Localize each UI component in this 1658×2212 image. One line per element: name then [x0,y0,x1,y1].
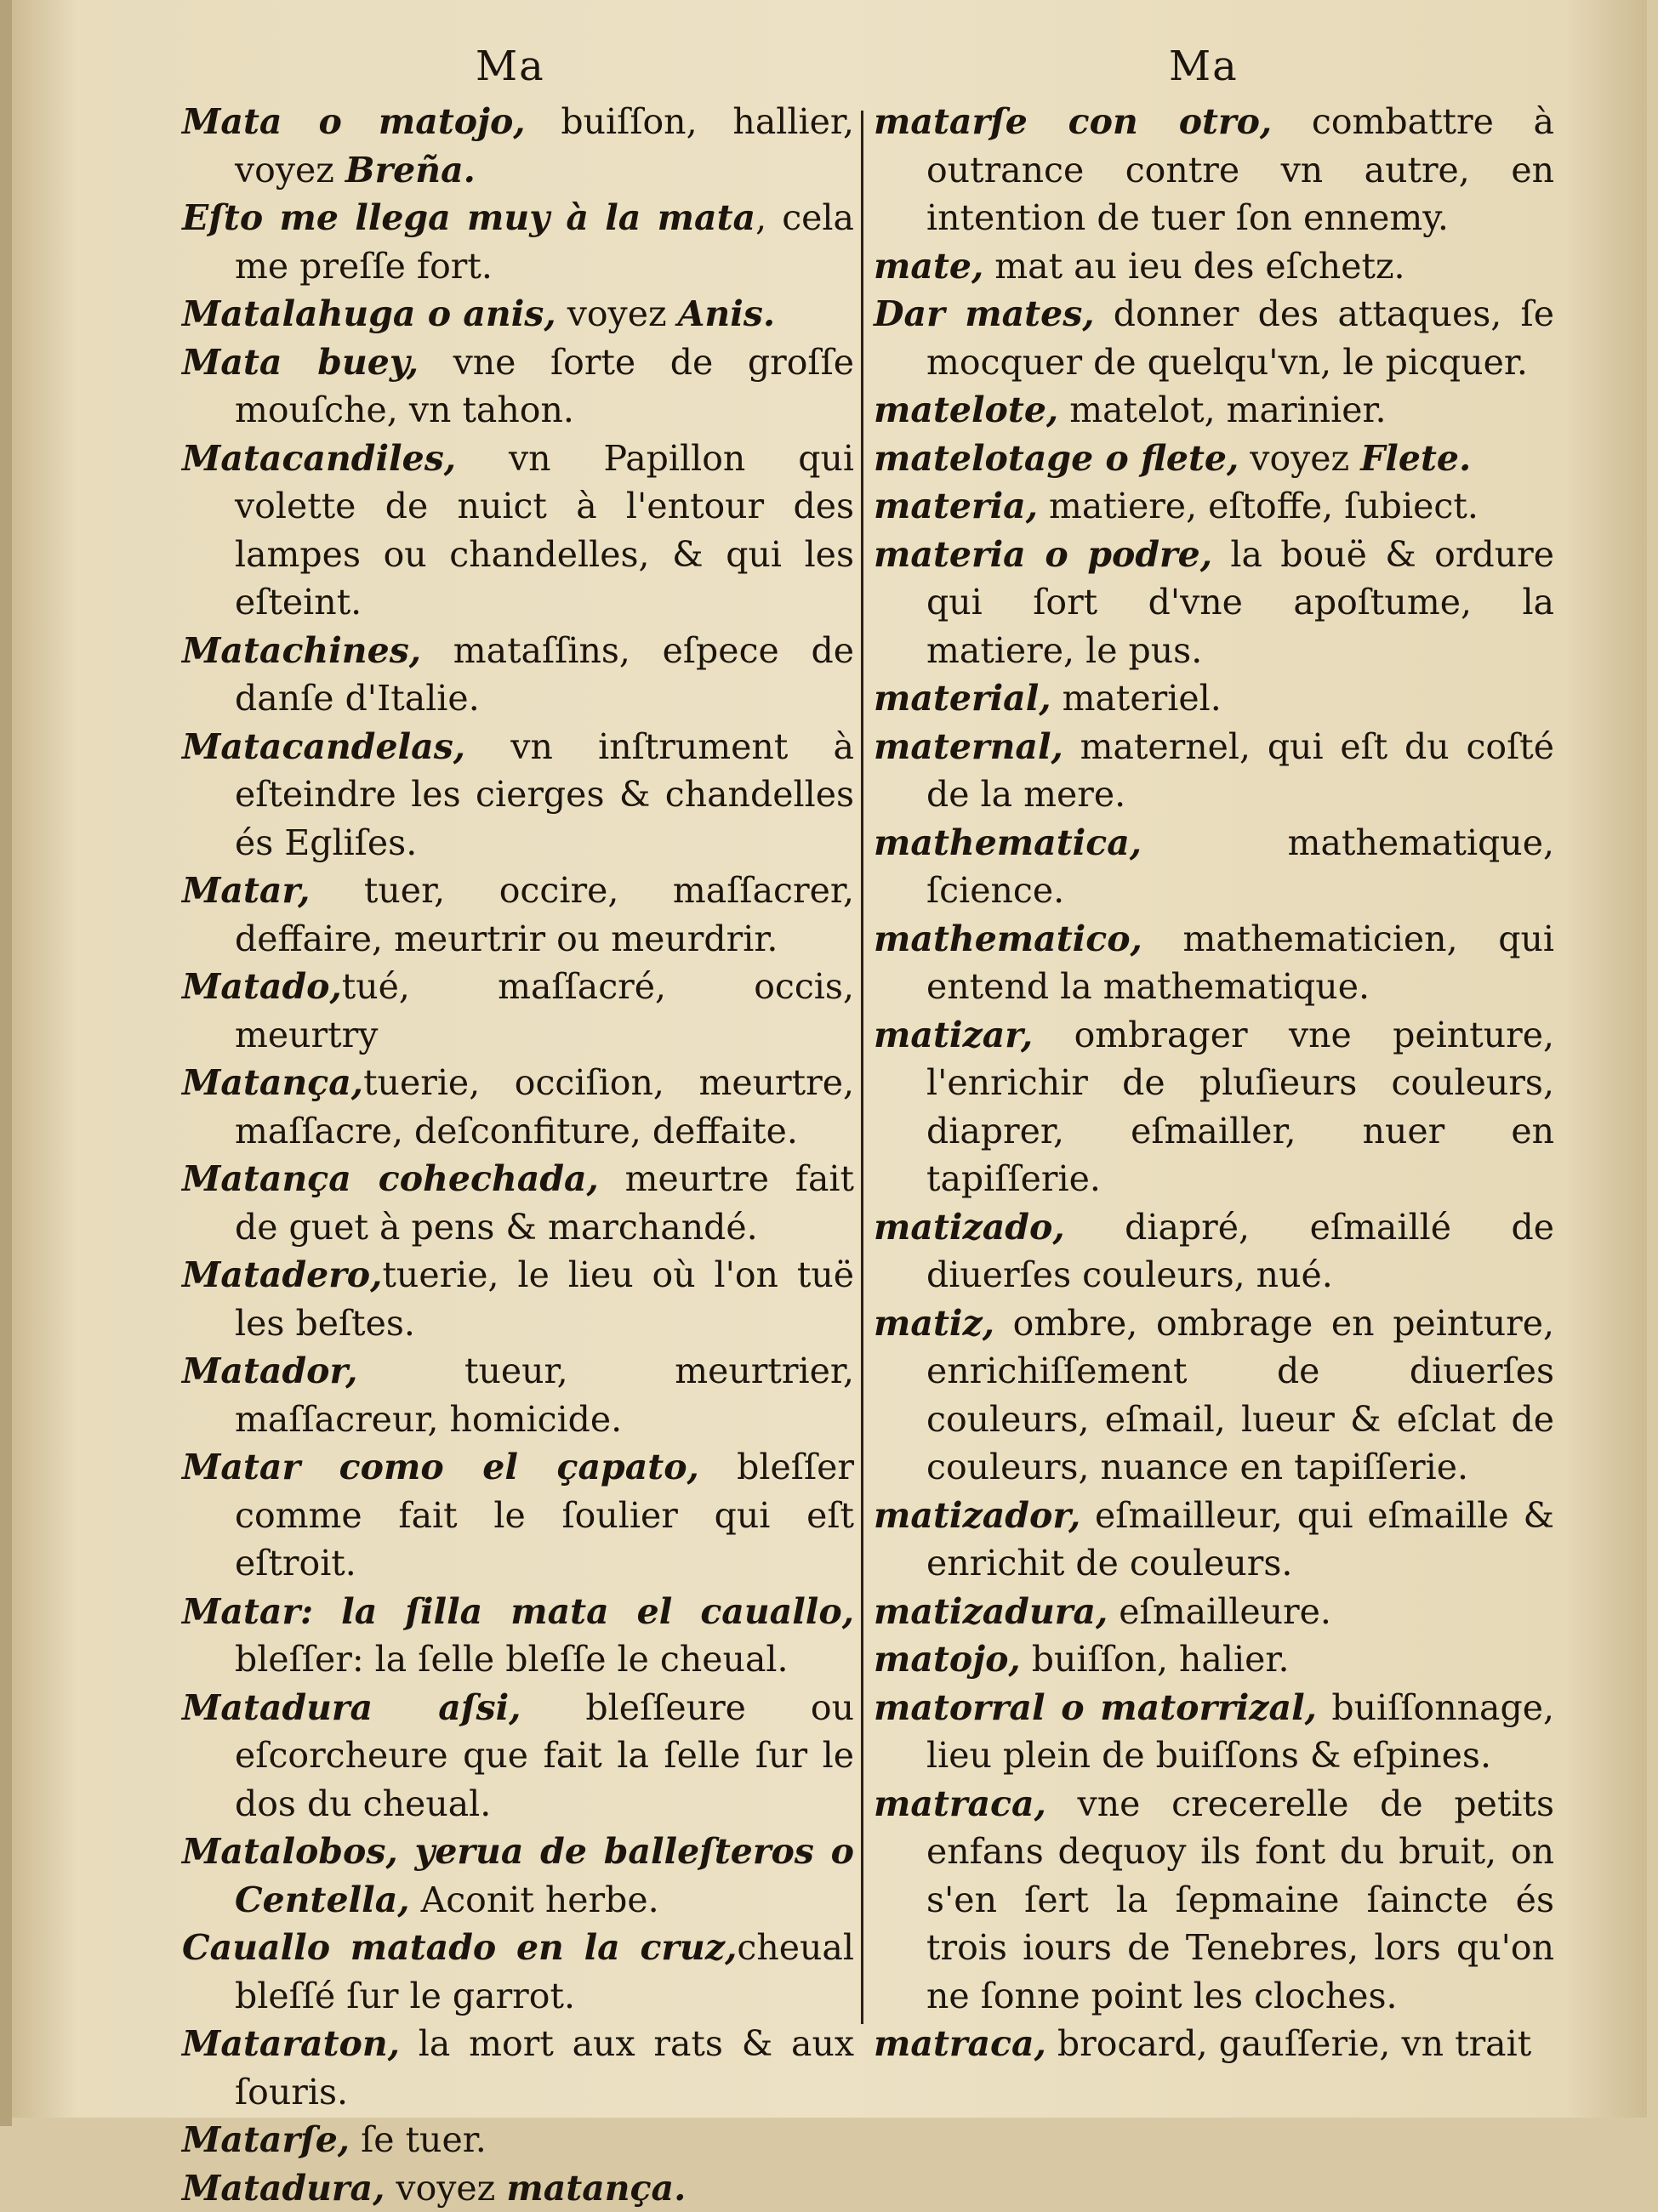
dictionary-entry [874,98,1554,242]
dictionary-page [12,0,1647,2118]
entry-headword: Matacandiles, [182,438,456,479]
entry-headword: mate, [874,246,983,287]
dictionary-entry [874,1299,1554,1492]
dictionary-entry [182,1251,854,1347]
entry-headword: matelote, [874,390,1058,430]
entry-headword: matizado, [874,1207,1065,1248]
dictionary-entry [874,1684,1554,1780]
entry-headword: Matacandelas, [182,726,465,767]
entry-definition: vne ſorte de groſſe mouſche, vn tahon. [235,342,854,431]
entry-definition: voyez [556,293,678,334]
entry-definition: matelot, marinier. [1058,390,1386,430]
dictionary-entry [874,435,1554,483]
entry-definition: matiere, eſtoffe, ſubiect. [1038,486,1479,526]
entry-definition: buiſſon, halier. [1021,1639,1290,1680]
entry-headword: Matado, [182,966,342,1007]
entry-definition: tuer, occire, maſſacrer, deffaire, meurtrir ou meurdrir. [235,870,854,959]
entry-definition: mataſſins, eſpece de danſe d'Italie. [235,630,854,719]
dictionary-entry [874,482,1554,531]
running-head-right: Ma [1169,43,1239,90]
entry-definition: maternel, qui eſt du coſté de la mere. [926,726,1554,816]
entry-definition: tueur, meurtrier, maſſacreur, homicide. [235,1351,854,1440]
entry-headword: maternal, [874,726,1063,767]
dictionary-entry [182,1059,854,1155]
left-column [182,98,854,2045]
entry-headword: matojo, [874,1639,1021,1680]
entry-headword: matizador, [874,1495,1080,1536]
entry-headword: materia o podre, [874,534,1212,575]
dictionary-entry [182,1828,854,1924]
dictionary-entry [182,1347,854,1443]
dictionary-entry [182,867,854,963]
entry-headword: Matar como el çapato, [182,1447,699,1487]
right-column [874,98,1554,2045]
entry-headword: Matança, [182,1062,363,1103]
dictionary-entry [182,1924,854,2020]
dictionary-entry [182,1588,854,1684]
column-rule [861,111,863,2024]
entry-headword: mathematica, [874,822,1142,863]
dictionary-entry [874,1203,1554,1299]
dictionary-entry [182,1443,854,1588]
entry-headword: Dar mates, [874,293,1095,334]
dictionary-entry [874,1492,1554,1588]
entry-headword: matizadura, [874,1591,1108,1632]
entry-definition: vn inſtrument à eſteindre les cierges & chandelles és Egliſes. [235,726,854,863]
entry-definition: vne crecerelle de petits enfans dequoy ils font du bruit, on s'en ſert la ſepmaine ſaincte és trois iours de Tenebres, lors qu'on ne ſonne point les cloches. [926,1783,1554,2016]
entry-definition: donner des attaques, ſe mocquer de quelqu'vn, le picquer. [926,293,1554,383]
dictionary-entry [874,386,1554,435]
dictionary-entry [182,98,854,194]
entry-headword: Matalahuga o anis, [182,293,556,334]
entry-definition: , cela me preſſe fort. [235,197,854,287]
dictionary-entry [182,2164,854,2212]
entry-headword: Cauallo matado en la cruz, [182,1927,737,1968]
entry-headword: mathematico, [874,918,1142,959]
entry-headword: Eſto me llega muy à la mata [182,197,755,238]
entry-definition: voyez [1239,438,1360,479]
entry-definition: buiſſonnage, lieu plein de buiſſons & eſpines. [926,1687,1554,1777]
entry-definition: tuerie, occiſion, meurtre, maſſacre, deſconfiture, deffaite. [235,1062,854,1151]
entry-definition: combattre à outrance contre vn autre, en intention de tuer ſon ennemy. [926,101,1554,238]
entry-headword: Matador, [182,1351,357,1391]
dictionary-entry [182,435,854,627]
entry-definition: bleſſeure ou eſcorcheure que fait la ſelle ſur le dos du cheual. [235,1687,854,1824]
entry-definition: meurtre fait de guet à pens & marchandé. [235,1158,854,1248]
entry-definition: la mort aux rats & aux ſouris. [235,2023,854,2112]
entry-definition: eſmailleure. [1108,1591,1331,1632]
entry-definition: bleſſer: la ſelle bleſſe le cheual. [235,1639,789,1680]
entry-headword: Matança cohechada, [182,1158,599,1199]
entry-definition: la bouë & ordure qui ſort d'vne apoſtume, la matiere, le pus. [926,534,1554,671]
dictionary-entry [874,242,1554,291]
entry-headword: Matarſe, [182,2119,350,2160]
dictionary-entry [874,1588,1554,1636]
dictionary-entry [182,290,854,338]
entry-definition: materiel. [1051,678,1222,719]
entry-headword: matraca, [874,1783,1046,1824]
entry-definition: tuerie, le lieu où l'on tuë les beſtes. [235,1254,854,1344]
entry-definition: cheual bleſſé ſur le garrot. [235,1927,854,2016]
entry-headword: Mataraton, [182,2023,400,2064]
entry-cross-reference: Anis. [678,293,776,334]
dictionary-entry [874,674,1554,723]
entry-headword: Mata o matojo, [182,101,526,142]
dictionary-entry [874,723,1554,819]
entry-definition: tué, maſſacré, occis, meurtry [235,966,854,1055]
entry-definition: Aconit herbe. [410,1879,659,1920]
dictionary-entry [874,290,1554,386]
dictionary-entry [874,1635,1554,1684]
entry-headword: Matadura aſsi, [182,1687,521,1728]
entry-headword: matorral o matorrizal, [874,1687,1317,1728]
dictionary-entry [182,1155,854,1251]
dictionary-entry [874,1011,1554,1203]
entry-definition: ombre, ombrage en peinture, enrichiſſement de diuerſes couleurs, eſmail, lueur & eſclat de couleurs, nuance en tapiſſerie. [926,1303,1554,1488]
running-head-left: Ma [476,43,545,90]
dictionary-entry [182,723,854,867]
entry-headword: Matachines, [182,630,421,671]
dictionary-entry [874,819,1554,915]
entry-definition: eſmailleur, qui eſmaille & enrichit de couleurs. [926,1495,1554,1584]
entry-headword: Matar, [182,870,310,911]
entry-cross-reference: Flete. [1360,438,1471,479]
entry-definition: ſe tuer. [350,2119,487,2160]
entry-headword: Mata buey, [182,342,419,383]
dictionary-entry [182,2020,854,2116]
entry-definition: ombrager vne peinture, l'enrichir de pluſieurs couleurs, diaprer, eſmailler, nuer en tapiſſerie. [926,1015,1554,1200]
entry-definition: diapré, eſmaillé de diuerſes couleurs, nué. [926,1207,1554,1296]
entry-cross-reference: Breña. [345,150,476,190]
entry-definition: buiſſon, hallier, voyez [235,101,854,190]
book-binding [0,0,12,2126]
dictionary-entry [874,1780,1554,2021]
dictionary-entry [182,338,854,435]
entry-definition: brocard, gauſſerie, vn trait [1046,2023,1531,2064]
entry-cross-reference: matança. [506,2168,686,2209]
entry-headword: materia, [874,486,1038,526]
entry-headword: matarſe con otro, [874,101,1272,142]
dictionary-entry [182,963,854,1059]
entry-definition: mathematicien, qui entend la mathematique. [926,918,1554,1008]
entry-headword: Matadura, [182,2168,385,2209]
entry-headword: matelotage o flete, [874,438,1239,479]
dictionary-entry [874,915,1554,1011]
entry-headword: material, [874,678,1051,719]
dictionary-entry [182,1684,854,1828]
dictionary-entry [182,627,854,723]
entry-headword: Matalobos, yerua de balleſteros o Centella, [182,1831,854,1920]
entry-headword: matiz, [874,1303,994,1344]
entry-headword: matraca, [874,2023,1046,2064]
entry-definition: voyez [385,2168,506,2209]
entry-headword: Matadero, [182,1254,382,1295]
entry-definition: mat au ieu des eſchetz. [983,246,1404,287]
entry-definition: mathematique, ſcience. [926,822,1554,912]
dictionary-entry [182,194,854,290]
entry-headword: matizar, [874,1015,1033,1055]
entry-headword: Matar: la ſilla mata el cauallo, [182,1591,854,1632]
entry-definition: vn Papillon qui volette de nuict à l'entour des lampes ou chandelles, & qui les eſteint. [235,438,854,623]
entry-definition: bleſſer comme fait le ſoulier qui eſt eſtroit. [235,1447,854,1584]
dictionary-entry [874,531,1554,675]
dictionary-entry [182,2116,854,2164]
dictionary-entry [874,2020,1554,2068]
